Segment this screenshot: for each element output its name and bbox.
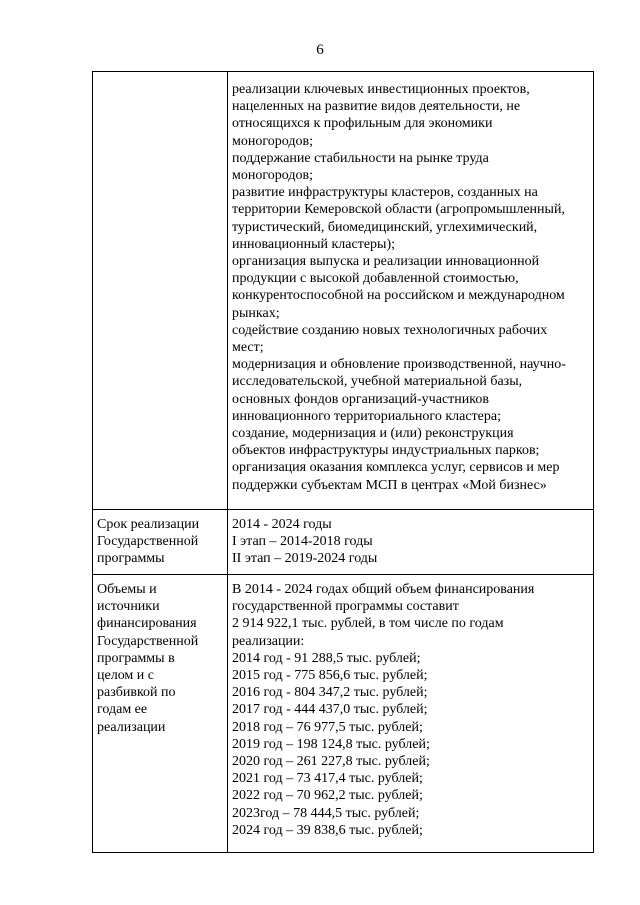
text-line: II этап – 2019-2024 годы	[232, 551, 378, 567]
text-line: инновационный кластеры);	[232, 236, 395, 252]
text-line: конкурентоспособной на российском и международном	[232, 288, 565, 304]
text-line: программы в	[97, 650, 175, 666]
text-line: нацеленных на развитие видов деятельности, не	[232, 99, 521, 115]
text-line: модернизация и обновление производственной, научно-	[232, 357, 566, 373]
text-line: 2017 год - 444 437,0 тыс. рублей;	[232, 702, 428, 718]
text-line: финансирования	[97, 616, 197, 632]
text-line: объектов инфраструктуры индустриальных парков;	[232, 443, 540, 459]
program-passport-table	[92, 71, 594, 853]
row-label	[97, 516, 227, 568]
text-line: Объемы и	[97, 582, 157, 597]
text-line: программы	[97, 551, 165, 567]
text-line: 2018 год – 76 977,5 тыс. рублей;	[232, 719, 423, 735]
text-line: 2021 год – 73 417,4 тыс. рублей;	[232, 771, 423, 787]
text-line: 2 914 922,1 тыс. рублей, в том числе по годам	[232, 616, 504, 632]
text-line: реализации ключевых инвестиционных проектов,	[232, 82, 530, 97]
text-line: инновационного территориального кластера;	[232, 408, 501, 424]
row-content-cell	[228, 510, 594, 575]
text-line: моногородов;	[232, 133, 313, 149]
text-line: Государственной	[97, 534, 199, 550]
text-line: территории Кемеровской области (агропромышленный,	[232, 202, 565, 218]
text-line: источники	[97, 599, 160, 615]
text-line: продукции с высокой добавленной стоимостью,	[232, 271, 519, 287]
text-line: поддержание стабильности на рынке труда	[232, 150, 489, 166]
text-line: годам ее	[97, 702, 148, 718]
text-line: Государственной	[97, 633, 199, 649]
page-number: 6	[316, 42, 324, 58]
text-line: В 2014 - 2024 годах общий объем финансирования	[232, 582, 535, 597]
row-label	[97, 581, 227, 736]
row-label-cell	[93, 72, 228, 510]
text-line: поддержки субъектам МСП в центрах «Мой бизнес»	[232, 477, 547, 493]
text-line: 2024 год – 39 838,6 тыс. рублей;	[232, 822, 423, 838]
text-line: государственной программы составит	[232, 599, 459, 615]
text-line: рынках;	[232, 305, 280, 321]
text-line: 2015 год - 775 856,6 тыс. рублей;	[232, 668, 428, 684]
text-line: организация выпуска и реализации инновационной	[232, 254, 540, 270]
text-line: I этап – 2014-2018 годы	[232, 534, 373, 550]
text-line: развитие инфраструктуры кластеров, созданных на	[232, 185, 538, 201]
text-line: целом и с	[97, 668, 154, 684]
row-label-cell	[93, 510, 228, 575]
text-line: 2014 - 2024 годы	[232, 517, 332, 532]
text-line: создание, модернизация и (или) реконструкция	[232, 426, 514, 442]
table-row	[93, 510, 594, 575]
text-line: 2020 год – 261 227,8 тыс. рублей;	[232, 754, 430, 770]
text-line: исследовательской, учебной материальной базы,	[232, 374, 523, 390]
text-line: 2023год – 78 444,5 тыс. рублей;	[232, 805, 420, 821]
text-line: мест;	[232, 340, 264, 356]
text-line: моногородов;	[232, 168, 313, 184]
row-content	[232, 81, 593, 494]
table-row	[93, 575, 594, 853]
text-line: относящихся к профильным для экономики	[232, 116, 493, 132]
text-line: 2014 год - 91 288,5 тыс. рублей;	[232, 650, 421, 666]
row-content	[232, 581, 593, 839]
text-line: 2016 год - 804 347,2 тыс. рублей;	[232, 685, 428, 701]
text-line: туристический, биомедицинский, углехимический,	[232, 219, 538, 235]
table-row	[93, 72, 594, 510]
row-label-cell	[93, 575, 228, 853]
text-line: 2019 год – 198 124,8 тыс. рублей;	[232, 736, 430, 752]
text-line: организация оказания комплекса услуг, сервисов и мер	[232, 460, 560, 476]
text-line: Срок реализации	[97, 517, 200, 532]
text-line: основных фондов организаций-участников	[232, 391, 489, 407]
text-line: реализации	[97, 719, 166, 735]
row-content-cell	[228, 575, 594, 853]
text-line: разбивкой по	[97, 685, 176, 701]
text-line: содействие созданию новых технологичных рабочих	[232, 322, 548, 338]
text-line: 2022 год – 70 962,2 тыс. рублей;	[232, 788, 423, 804]
text-line: реализации:	[232, 633, 305, 649]
row-content-cell	[228, 72, 594, 510]
row-content	[232, 516, 593, 568]
